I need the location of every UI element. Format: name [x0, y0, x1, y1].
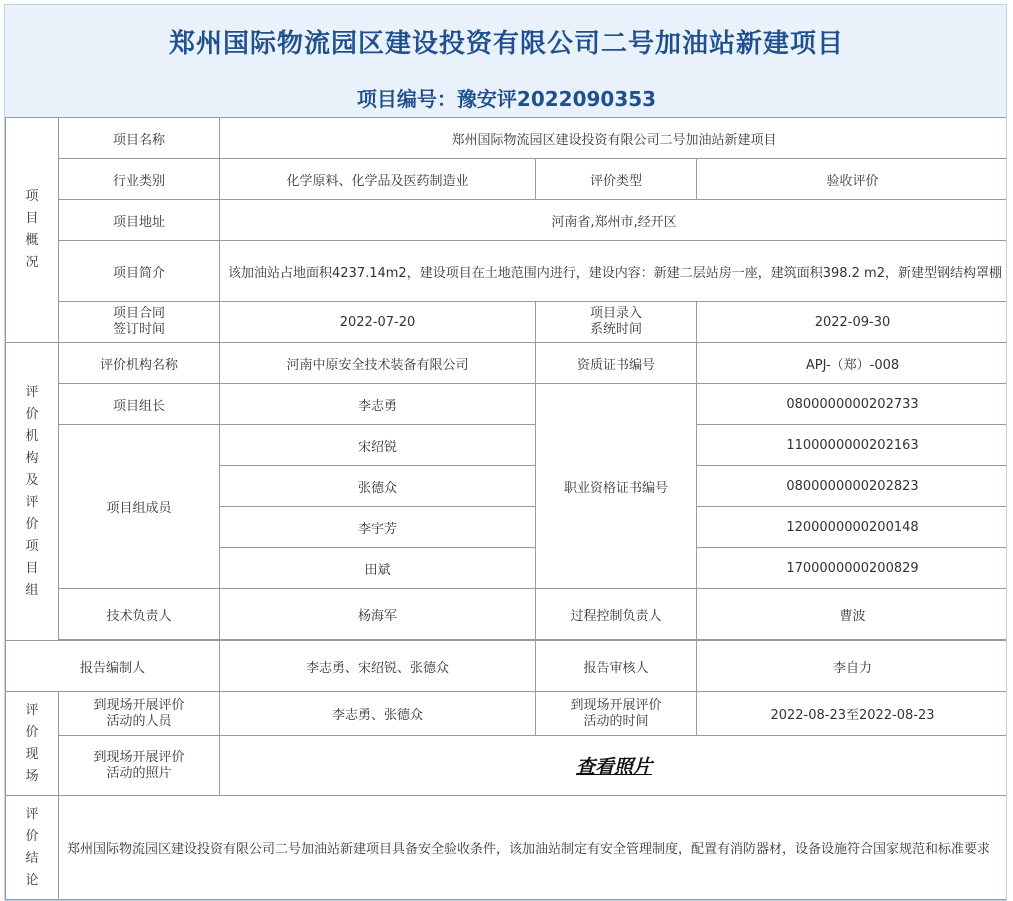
row-member: [6, 425, 1008, 466]
member-name: 田斌: [220, 548, 536, 589]
member-cert: 1100000000202163: [697, 425, 1008, 466]
value-tech-lead: 杨海军: [220, 589, 536, 640]
value-address: 河南省,郑州市,经开区: [220, 200, 1008, 241]
value-process-lead: 曹波: [697, 589, 1008, 640]
row-dates: [6, 302, 1008, 343]
value-site-people: 李志勇、张德众: [220, 692, 536, 736]
row-project-name: [6, 118, 1008, 159]
label-site-time: 到现场开展评价 活动的时间: [536, 692, 697, 736]
label-site-people: 到现场开展评价 活动的人员: [59, 692, 220, 736]
member-name: 张德众: [220, 466, 536, 507]
row-leader: [6, 384, 1008, 425]
label-project-name: 项目名称: [59, 118, 220, 159]
member-name: 宋绍锐: [220, 425, 536, 466]
value-site-time: 2022-08-23至2022-08-23: [697, 692, 1008, 736]
member-name: 李宇芳: [220, 507, 536, 548]
row-intro: [6, 241, 1008, 302]
report-frame: [4, 4, 1007, 901]
value-intro: 该加油站占地面积4237.14m2，建设项目在土地范围内进行，建设内容：新建二层站房一座，建筑面积398.2 m2，新建型钢结构罩棚: [220, 241, 1008, 302]
value-report-author: 李志勇、宋绍锐、张德众: [220, 641, 536, 692]
value-report-reviewer: 李自力: [697, 641, 1008, 692]
section-conclusion: 评 价 结 论: [6, 796, 59, 900]
value-entry-date: 2022-09-30: [697, 302, 1008, 343]
value-conclusion: 郑州国际物流园区建设投资有限公司二号加油站新建项目具备安全验收条件，该加油站制定有安全管理制度，配置有消防器材，设备设施符合国家规范和标准要求: [59, 796, 1008, 900]
page-title: 郑州国际物流园区建设投资有限公司二号加油站新建项目: [168, 29, 844, 59]
row-agency: [6, 343, 1008, 384]
member-cert: 1200000000200148: [697, 507, 1008, 548]
member-cert: 0800000000202823: [697, 466, 1008, 507]
label-cert-no: 资质证书编号: [536, 343, 697, 384]
label-contract-time: 项目合同 签订时间: [59, 302, 220, 343]
label-process-lead: 过程控制负责人: [536, 589, 697, 640]
label-tech-lead: 技术负责人: [59, 589, 220, 640]
label-intro: 项目简介: [59, 241, 220, 302]
row-leads: [6, 589, 1008, 640]
section-agency: 评 价 机 构 及 评 价 项 目 组: [6, 343, 59, 641]
value-eval-type: 验收评价: [697, 159, 1008, 200]
row-conclusion: [6, 796, 1008, 900]
member-cert: 1700000000200829: [697, 548, 1008, 589]
photo-cell: [220, 736, 1008, 796]
label-entry-time: 项目录入 系统时间: [536, 302, 697, 343]
value-agency-name: 河南中原安全技术装备有限公司: [220, 343, 536, 384]
label-agency-name: 评价机构名称: [59, 343, 220, 384]
value-leader: 李志勇: [220, 384, 536, 425]
label-report-author: 报告编制人: [6, 641, 220, 692]
section-site: 评 价 现 场: [6, 692, 59, 796]
value-industry: 化学原料、化学品及医药制造业: [220, 159, 536, 200]
value-contract-date: 2022-07-20: [220, 302, 536, 343]
label-qual-cert: 职业资格证书编号: [536, 384, 697, 589]
section-overview: 项 目 概 况: [6, 118, 59, 343]
row-site-people: [6, 692, 1008, 736]
label-leader: 项目组长: [59, 384, 220, 425]
label-members: 项目组成员: [59, 425, 220, 589]
value-project-name: 郑州国际物流园区建设投资有限公司二号加油站新建项目: [220, 118, 1008, 159]
project-info-table: [5, 117, 1007, 900]
row-site-photos: [6, 736, 1008, 796]
row-industry: [6, 159, 1008, 200]
value-leader-cert: 0800000000202733: [697, 384, 1008, 425]
row-address: [6, 200, 1008, 241]
row-report: [6, 641, 1008, 692]
label-address: 项目地址: [59, 200, 220, 241]
label-report-reviewer: 报告审核人: [536, 641, 697, 692]
label-site-photos: 到现场开展评价 活动的照片: [59, 736, 220, 796]
report-header: [5, 5, 1007, 117]
project-number: 项目编号：豫安评2022090353: [356, 87, 657, 111]
value-cert-no: APJ-（郑）-008: [697, 343, 1008, 384]
view-photos-link[interactable]: 查看照片: [575, 756, 652, 778]
label-eval-type: 评价类型: [536, 159, 697, 200]
label-industry: 行业类别: [59, 159, 220, 200]
